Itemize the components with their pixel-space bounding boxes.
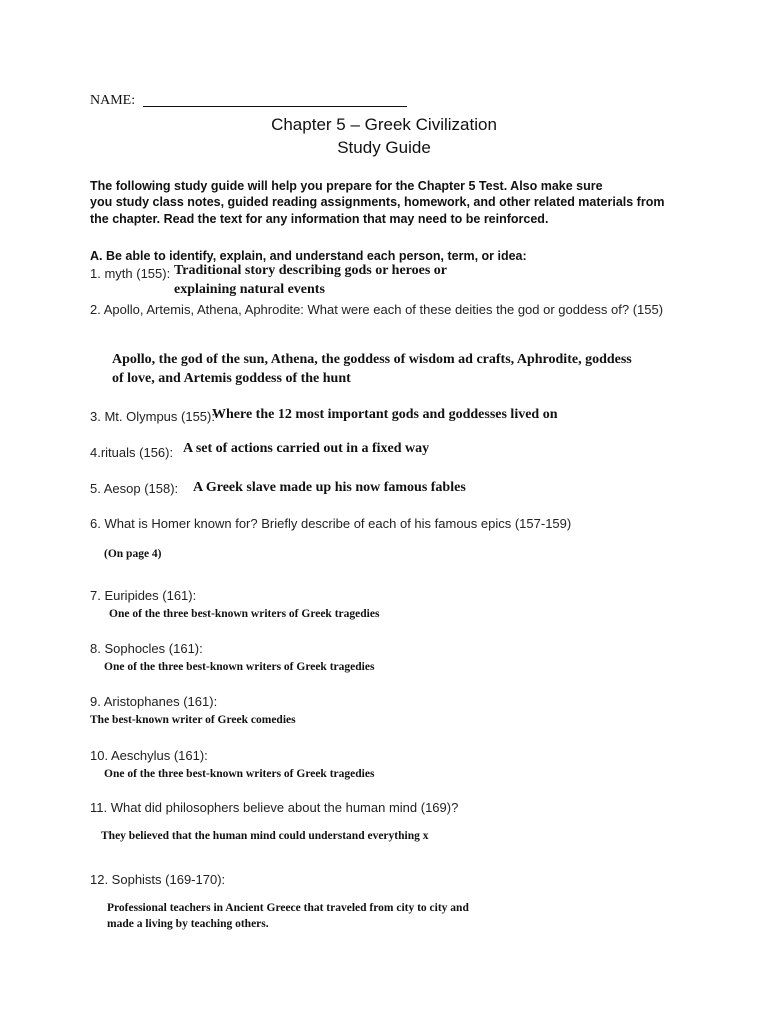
section-a-heading: A. Be able to identify, explain, and understand each person, term, or idea:: [90, 249, 527, 263]
answer-7: One of the three best-known writers of Greek tragedies: [109, 608, 380, 620]
question-8: 8. Sophocles (161):: [90, 641, 203, 656]
answer-2-line-2: of love, and Artemis goddess of the hunt: [112, 371, 351, 386]
answer-8: One of the three best-known writers of Greek tragedies: [104, 661, 375, 673]
answer-2-line-1: Apollo, the god of the sun, Athena, the goddess of wisdom ad crafts, Aphrodite, goddess: [112, 352, 632, 367]
answer-12-line-2: made a living by teaching others.: [107, 918, 269, 930]
question-7: 7. Euripides (161):: [90, 588, 197, 603]
question-3: 3. Mt. Olympus (155):: [90, 409, 215, 424]
question-4: 4.rituals (156):: [90, 445, 174, 460]
page-title: Chapter 5 – Greek Civilization: [271, 115, 497, 134]
question-12: 12. Sophists (169-170):: [90, 872, 226, 887]
question-1: 1. myth (155):: [90, 266, 171, 281]
answer-12-line-1: Professional teachers in Ancient Greece that traveled from city to city and: [107, 902, 469, 914]
page-subtitle: Study Guide: [337, 138, 431, 157]
question-2: 2. Apollo, Artemis, Athena, Aphrodite: What were each of these deities the god or goddess of? (155): [90, 302, 664, 317]
intro-line-3: the chapter. Read the text for any information that may need to be reinforced.: [90, 212, 549, 226]
answer-1-line-1: Traditional story describing gods or heroes or: [174, 263, 447, 278]
question-9: 9. Aristophanes (161):: [90, 694, 218, 709]
answer-5: A Greek slave made up his now famous fables: [193, 480, 466, 495]
intro-line-2: you study class notes, guided reading assignments, homework, and other related materials from: [90, 195, 665, 209]
name-label: NAME:: [90, 93, 136, 108]
name-field-line[interactable]: [143, 106, 407, 107]
answer-4: A set of actions carried out in a fixed way: [183, 441, 430, 456]
intro-line-1: The following study guide will help you prepare for the Chapter 5 Test. Also make sure: [90, 179, 603, 193]
question-5: 5. Aesop (158):: [90, 481, 179, 496]
answer-1-line-2: explaining natural events: [174, 282, 325, 297]
question-10: 10. Aeschylus (161):: [90, 748, 208, 763]
answer-9: The best-known writer of Greek comedies: [90, 714, 296, 726]
answer-10: One of the three best-known writers of Greek tragedies: [104, 768, 375, 780]
question-6: 6. What is Homer known for? Briefly describe of each of his famous epics (157-159): [90, 516, 572, 531]
question-11: 11. What did philosophers believe about the human mind (169)?: [90, 800, 459, 815]
answer-3: Where the 12 most important gods and goddesses lived on: [212, 407, 558, 422]
answer-6: (On page 4): [104, 548, 162, 560]
answer-11: They believed that the human mind could understand everything x: [101, 830, 429, 842]
